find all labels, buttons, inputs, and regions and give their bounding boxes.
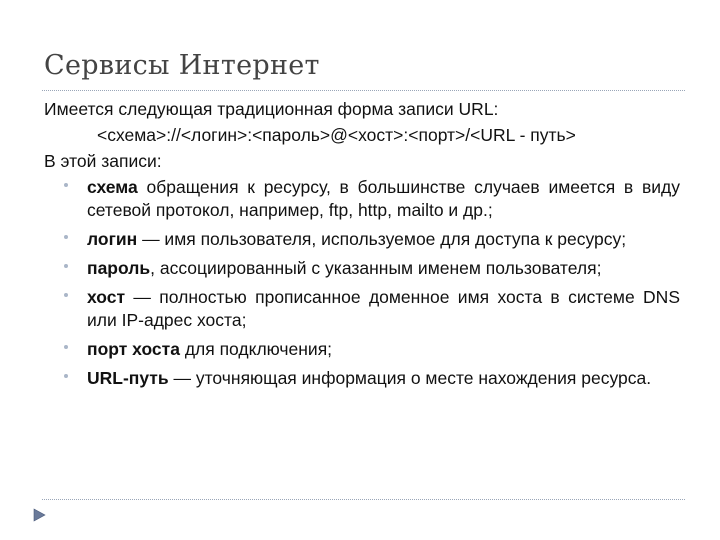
component-list (44, 176, 680, 390)
item-text: , ассоциированный с указанным именем пользователя; (150, 258, 602, 278)
bullet-icon (64, 235, 68, 239)
item-text: — имя пользователя, используемое для доступа к ресурсу; (137, 229, 627, 249)
list-item (44, 338, 680, 361)
bullet-icon (64, 374, 68, 378)
url-format: <схема>://<логин>:<пароль>@<хост>:<порт>/<URL - путь> (97, 125, 576, 145)
list-item (44, 228, 680, 251)
title-divider (42, 90, 685, 91)
item-term: URL-путь (87, 368, 169, 388)
list-item (44, 367, 680, 390)
item-text: для подключения; (179, 339, 333, 359)
lead-text: В этой записи: (44, 151, 162, 171)
play-arrow-icon[interactable] (32, 508, 46, 522)
item-term: пароль (87, 258, 151, 278)
item-term: порт хоста (87, 339, 180, 359)
list-item (44, 286, 680, 332)
slide-title: Сервисы Интернет (44, 50, 320, 81)
slide-body (44, 96, 680, 390)
item-text: — полностью прописанное доменное имя хоста в системе DNS или IP-адрес хоста; (87, 287, 680, 330)
bullet-icon (64, 264, 68, 268)
item-term: хост (87, 287, 126, 307)
footer-divider (42, 499, 685, 500)
list-item (44, 176, 680, 222)
item-term: логин (87, 229, 138, 249)
item-text: — уточняющая информация о месте нахождения ресурса. (168, 368, 652, 388)
intro-text: Имеется следующая традиционная форма записи URL: (44, 99, 499, 119)
bullet-icon (64, 293, 68, 297)
bullet-icon (64, 345, 68, 349)
item-text: обращения к ресурсу, в большинстве случаев имеется в виду сетевой протокол, например, ftp, http, mailto и др.; (87, 177, 680, 220)
item-term: схема (87, 177, 138, 197)
bullet-icon (64, 183, 68, 187)
list-item (44, 257, 680, 280)
